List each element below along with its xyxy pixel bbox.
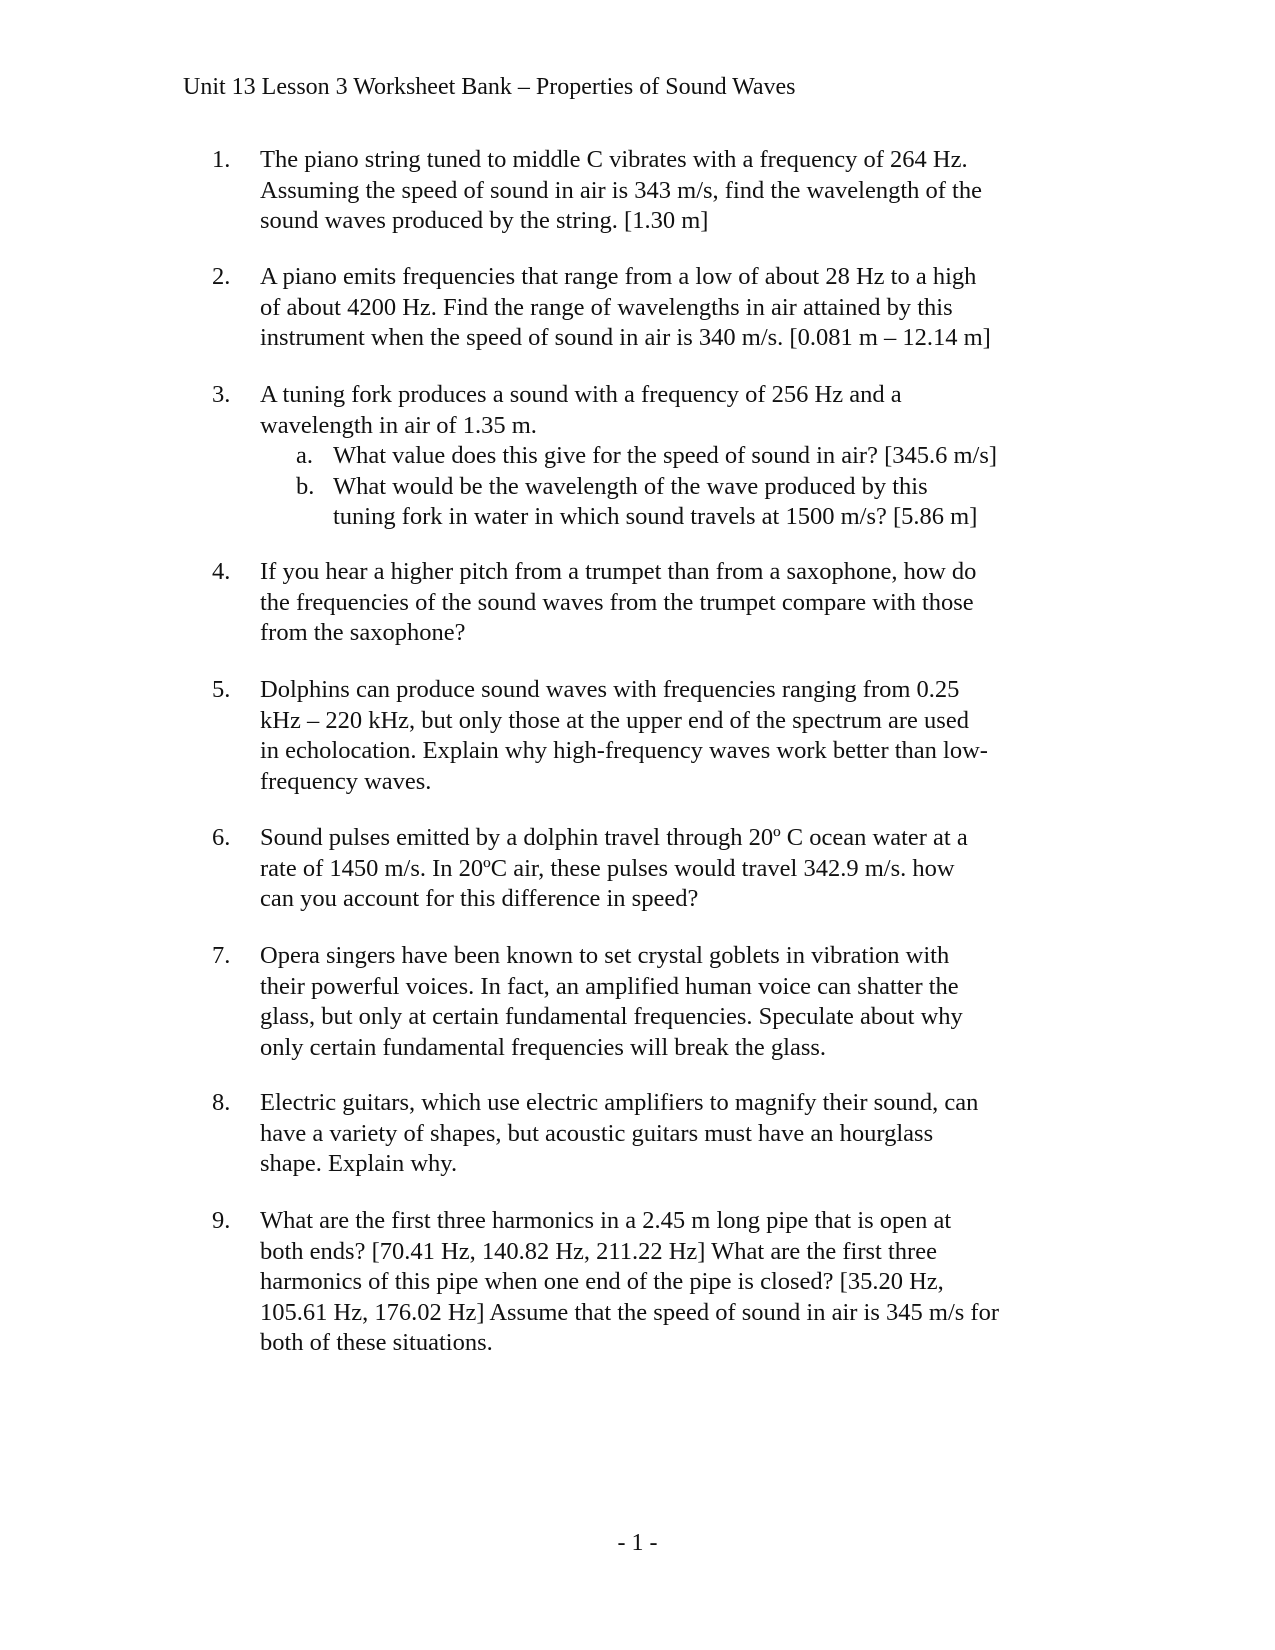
question-text (260, 675, 1092, 797)
question-line: Sound pulses emitted by a dolphin travel through 20º C ocean water at a (260, 824, 968, 851)
question-line: harmonics of this pipe when one end of the pipe is closed? [35.20 Hz, (260, 1268, 944, 1295)
question-line: What would be the wavelength of the wave produced by this (333, 472, 928, 500)
sub-question-text (333, 441, 1092, 472)
page-number: - 1 - (617, 1530, 658, 1556)
worksheet-title: Unit 13 Lesson 3 Worksheet Bank – Properties of Sound Waves (183, 74, 796, 100)
question-text (260, 1206, 1092, 1359)
question-line: instrument when the speed of sound in air is 340 m/s. [0.081 m – 12.14 m] (260, 324, 991, 351)
question-1 (212, 145, 1092, 237)
question-line: Opera singers have been known to set crystal goblets in vibration with (260, 942, 950, 969)
question-text (260, 557, 1092, 649)
question-2 (212, 262, 1092, 354)
question-number: 7. (212, 942, 231, 969)
question-line: What are the first three harmonics in a 2.45 m long pipe that is open at (260, 1207, 952, 1234)
question-line: kHz – 220 kHz, but only those at the upper end of the spectrum are used (260, 706, 969, 734)
question-line: rate of 1450 m/s. In 20ºC air, these pulses would travel 342.9 m/s. how (260, 854, 955, 882)
question-line: of about 4200 Hz. Find the range of wavelengths in air attained by this (260, 293, 953, 321)
question-line: both of these situations. (260, 1329, 493, 1356)
question-line: frequency waves. (260, 767, 432, 795)
question-text (260, 145, 1092, 237)
question-line: the frequencies of the sound waves from the trumpet compare with those (260, 588, 974, 616)
question-text (260, 380, 1092, 441)
sub-question-a (260, 441, 1092, 472)
question-line: Assuming the speed of sound in air is 343 m/s, find the wavelength of the (260, 176, 982, 204)
question-7 (212, 941, 1092, 1063)
question-number: 5. (212, 676, 231, 703)
question-8 (212, 1088, 1092, 1180)
question-line: both ends? [70.41 Hz, 140.82 Hz, 211.22 Hz] What are the first three (260, 1237, 937, 1265)
question-number: 1. (212, 146, 231, 173)
question-text (260, 262, 1092, 354)
question-5 (212, 675, 1092, 797)
question-text (260, 823, 1092, 915)
question-number: 6. (212, 824, 231, 851)
question-number: 9. (212, 1207, 231, 1234)
sub-question-text (333, 472, 1092, 533)
question-line: only certain fundamental frequencies will break the glass. (260, 1033, 827, 1061)
question-line: 105.61 Hz, 176.02 Hz] Assume that the speed of sound in air is 345 m/s for (260, 1298, 999, 1326)
question-line: The piano string tuned to middle C vibrates with a frequency of 264 Hz. (260, 146, 968, 173)
question-line: A tuning fork produces a sound with a frequency of 256 Hz and a (260, 381, 902, 408)
question-line: wavelength in air of 1.35 m. (260, 411, 537, 439)
question-line: Dolphins can produce sound waves with frequencies ranging from 0.25 (260, 676, 960, 703)
question-line: Electric guitars, which use electric amplifiers to magnify their sound, can (260, 1089, 979, 1116)
question-number: 8. (212, 1089, 231, 1116)
question-line: A piano emits frequencies that range from a low of about 28 Hz to a high (260, 263, 977, 290)
question-line: What value does this give for the speed of sound in air? [345.6 m/s] (333, 442, 998, 469)
question-number: 3. (212, 381, 231, 408)
question-line: in echolocation. Explain why high-frequency waves work better than low- (260, 737, 988, 764)
question-text (260, 941, 1092, 1063)
question-line: their powerful voices. In fact, an amplified human voice can shatter the (260, 972, 959, 1000)
question-4 (212, 557, 1092, 649)
question-line: If you hear a higher pitch from a trumpet than from a saxophone, how do (260, 558, 977, 585)
sub-question-letter: a. (296, 442, 313, 469)
question-line: glass, but only at certain fundamental frequencies. Speculate about why (260, 1003, 963, 1030)
question-line: can you account for this difference in speed? (260, 885, 699, 912)
question-6 (212, 823, 1092, 915)
sub-question-letter: b. (296, 472, 315, 500)
sub-question-b (260, 472, 1092, 533)
question-line: tuning fork in water in which sound travels at 1500 m/s? [5.86 m] (333, 503, 978, 530)
question-3 (212, 380, 1092, 533)
question-line: shape. Explain why. (260, 1150, 458, 1177)
question-text (260, 1088, 1092, 1180)
question-number: 2. (212, 263, 231, 290)
question-number: 4. (212, 558, 231, 585)
question-line: have a variety of shapes, but acoustic guitars must have an hourglass (260, 1119, 934, 1147)
question-line: from the saxophone? (260, 619, 466, 646)
question-line: sound waves produced by the string. [1.30 m] (260, 207, 709, 234)
question-9 (212, 1206, 1092, 1359)
